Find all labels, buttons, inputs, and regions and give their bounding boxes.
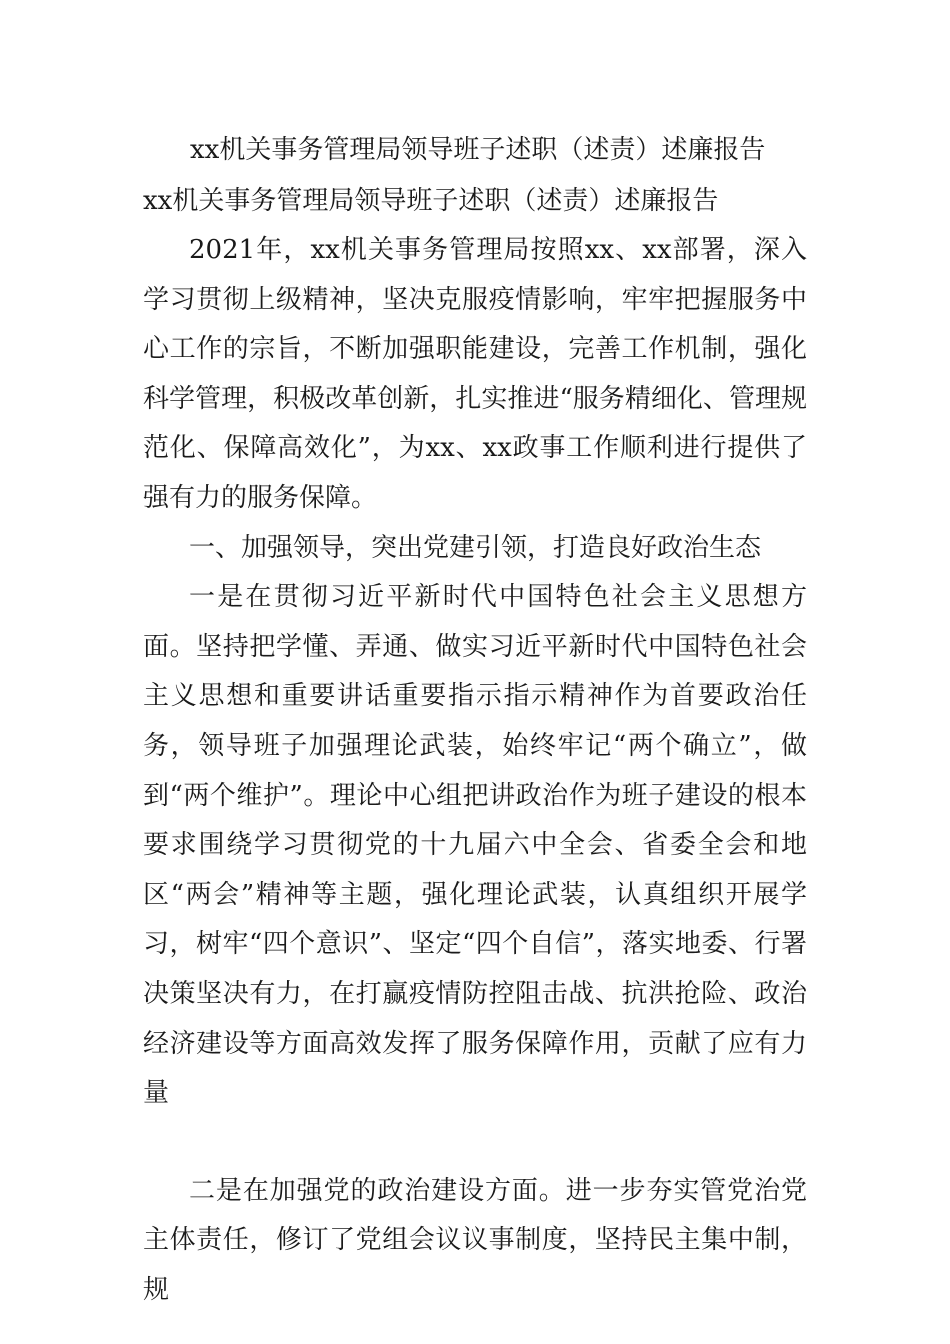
section-heading: 一、加强领导，突出党建引领，打造良好政治生态 [189,532,762,563]
paragraph-spacer [143,1119,807,1167]
document-body [143,124,807,1315]
document-subtitle: xx机关事务管理局领导班子述职（述责）述廉报告 [143,186,719,216]
document-title: xx机关事务管理局领导班子述职（述责）述廉报告 [190,135,766,165]
intro-paragraph: 2021年，xx机关事务管理局按照xx、xx部署，深入学习贯彻上级精神，坚决克服疫情影响，牢牢把握服务中心工作的宗旨，不断加强职能建设，完善工作机制，强化科学管理，积极改革创新，扎实推进“服务精细化、管理规范化、保障高效化”，为xx、xx政事工作顺利进行提供了强有力的服务保障。 [143,235,807,513]
body-paragraph: 二是在加强党的政治建设方面。进一步夯实管党治党主体责任，修订了党组会议议事制度，坚持民主集中制，规 [143,1175,807,1305]
body-paragraph: 一是在贯彻习近平新时代中国特色社会主义思想方面。坚持把学懂、弄通、做实习近平新时代中国特色社会主义思想和重要讲话重要指示指示精神作为首要政治任务，领导班子加强理论武装，始终牢记“两个确立”，做到“两个维护”。理论中心组把讲政治作为班子建设的根本要求围绕学习贯彻党的十九届六中全会、省委全会和地区“两会”精神等主题，强化理论武装，认真组织开展学习，树牢“四个意识”、坚定“四个自信”，落实地委、行署决策坚决有力，在打赢疫情防控阻击战、抗洪抢险、政治经济建设等方面高效发挥了服务保障作用，贡献了应有力量 [143,582,807,1109]
